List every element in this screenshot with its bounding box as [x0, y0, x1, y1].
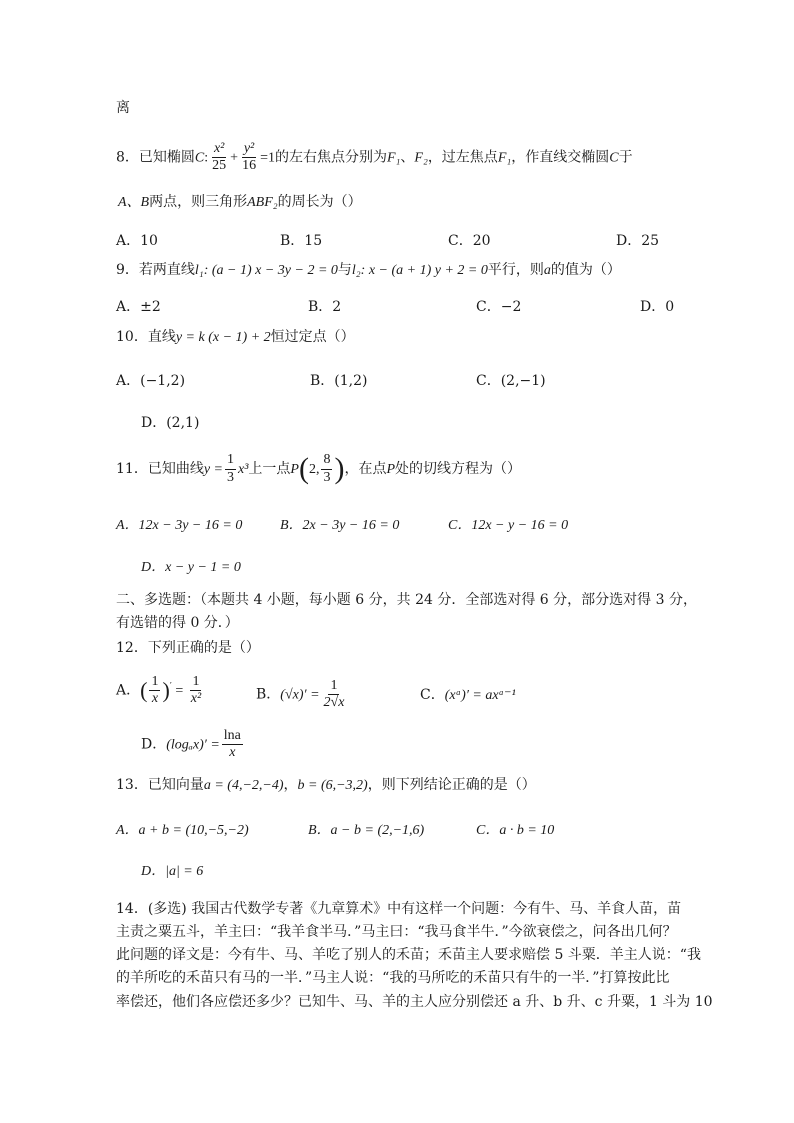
- question-9: 9．若两直线l₁: (a − 1) x − 3y − 2 = 0与l₂: x − (a + 1) y + 2 = 0平行，则a的值为（）: [116, 262, 621, 278]
- question-10: 10．直线y = k (x − 1) + 2恒过定点（）: [116, 329, 355, 345]
- q12-option-d: D．(logₐx)′ = $\frac{\ln a}{x}$: [141, 728, 241, 761]
- q10-option-b: B．(1,2): [310, 373, 368, 389]
- q11-option-a: A．12x − 3y − 16 = 0: [116, 518, 243, 533]
- q13-option-d: D．|a| = 6: [141, 864, 204, 879]
- fraction-one-third: $\frac{1}{3}$: [227, 452, 234, 485]
- question-11: 11．已知曲线y = $\frac{1}{3}$ x³上一点P(2, $\frac{8}{3}$ )，在点P处的切线方程为（）: [116, 452, 522, 485]
- q11-option-d: D．x − y − 1 = 0: [141, 560, 241, 575]
- question-13: 13．已知向量a = (4,−2,−4)，b = (6,−3,2)，则下列结论正确的是（）: [116, 777, 536, 793]
- q13-option-b: B．a − b = (2,−1,6): [308, 823, 425, 838]
- continued-text: 离: [116, 100, 130, 116]
- q12-option-a: A．( $\frac{1}{x}$ )′ = $\frac{1}{\text{x²}}$: [116, 674, 202, 707]
- q9-option-c: C．−2: [476, 299, 522, 315]
- q11-option-b: B．2x − 3y − 16 = 0: [280, 518, 400, 533]
- q9-option-d: D．0: [640, 299, 675, 315]
- fraction-x2-25: $\frac{\text{x²}}{25}$: [212, 141, 227, 174]
- q8-option-c: C．20: [448, 233, 491, 249]
- question-8: 8．已知椭圆C: $\frac{\text{x²}}{25}$ + $\frac{\text{y²}}{16}$ =1的左右焦点分别为F₁、F₂，过左焦点F₁，作直线交椭圆C于: [116, 141, 633, 174]
- q8-option-a: A．10: [116, 233, 158, 249]
- q10-option-d: D．(2,1): [141, 415, 200, 431]
- question-14-line3: 此问题的译文是：今有牛、马、羊吃了别人的禾苗；禾苗主人要求赔偿 5 斗粟．羊主人说：“我: [116, 947, 701, 963]
- q13-option-a: A．a + b = (10,−5,−2): [116, 823, 249, 838]
- question-12: 12．下列正确的是（）: [116, 640, 260, 656]
- q11-option-c: C．12x − y − 16 = 0: [448, 518, 569, 533]
- q10-option-a: A．(−1,2): [116, 373, 186, 389]
- q9-option-b: B．2: [308, 299, 342, 315]
- ellipse-name: C: [194, 150, 205, 166]
- q13-option-c: C．a · b = 10: [476, 823, 555, 838]
- question-8-line2: A、B两点，则三角形ABF₂的周长为（）: [118, 194, 362, 210]
- q10-option-c: C．(2,−1): [476, 373, 546, 389]
- section-header: 二、多选题：（本题共 4 小题，每小题 6 分，共 24 分．全部选对得 6 分，部分选对得 3 分，: [116, 592, 697, 608]
- q8-option-b: B．15: [280, 233, 323, 249]
- q12-option-c: C．(xᵃ)′ = axᵃ⁻¹: [420, 687, 516, 703]
- question-14-line5: 率偿还，他们各应偿还多少？已知牛、马、羊的主人应分别偿还 a 升、b 升、c 升粟，1 斗为 10: [116, 994, 713, 1010]
- q12-option-b: B．(√x)′ = $\frac{1}{2√x}$: [256, 678, 345, 711]
- q8-number: 8．: [116, 149, 139, 166]
- section-header-cont: 有选错的得 0 分．）: [116, 615, 239, 631]
- q8-option-d: D．25: [616, 233, 660, 249]
- question-14-line1: 14．(多选) 我国古代数学专著《九章算术》中有这样一个问题：今有牛、马、羊食人苗，苗: [116, 901, 682, 917]
- question-14-line2: 主责之粟五斗，羊主曰：“我羊食半马．”马主曰：“我马食半牛．”今欲衰偿之，问各出几何？: [116, 924, 677, 940]
- question-14-line4: 的羊所吃的禾苗只有马的一半．”马主人说：“我的马所吃的禾苗只有牛的一半．”打算按此比: [116, 970, 670, 986]
- q8-text: 已知椭圆: [138, 149, 195, 166]
- q9-option-a: A．±2: [116, 299, 161, 315]
- fraction-y2-16: $\frac{\text{y²}}{16}$: [242, 141, 257, 174]
- fraction-eight-thirds: $\frac{8}{3}$: [323, 452, 331, 485]
